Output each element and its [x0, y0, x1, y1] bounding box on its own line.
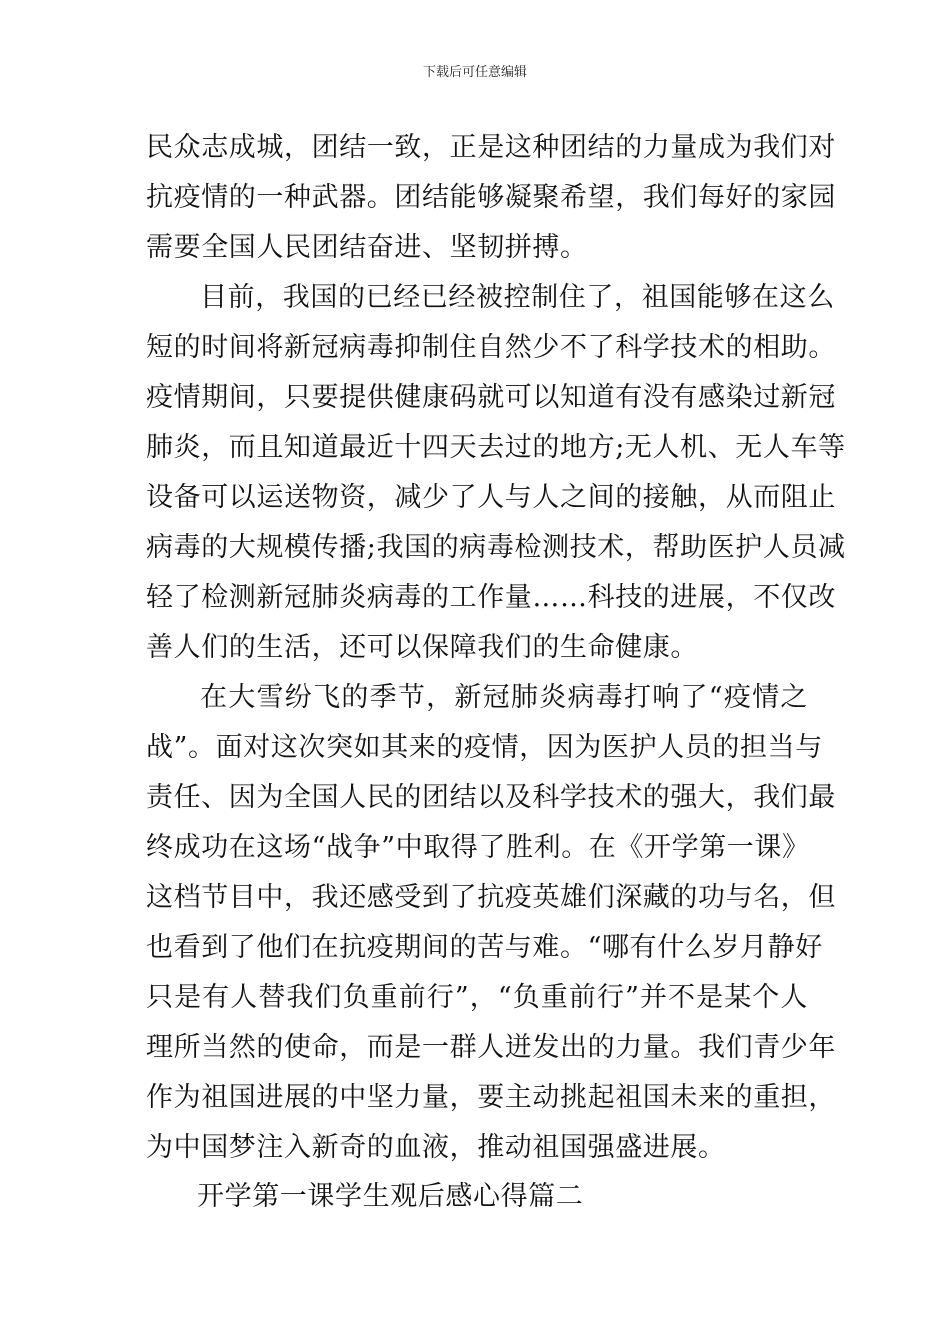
text-line: 轻了检测新冠肺炎病毒的工作量……科技的进展，不仅改 [146, 582, 836, 613]
text-line: 民众志成城，团结一致，正是这种团结的力量成为我们对 [146, 132, 836, 163]
section-title: 开学第一课学生观后感心得篇二 [197, 1181, 584, 1212]
text-line: 肺炎，而且知道最近十四天去过的地方;无人机、无人车等 [146, 432, 846, 463]
paragraph-2 [146, 273, 846, 673]
text-line: 战”。面对这次突如其来的疫情，因为医护人员的担当与 [146, 732, 823, 763]
paragraph-1 [146, 123, 836, 273]
text-line: 需要全国人民团结奋进、坚韧拼搏。 [146, 232, 588, 263]
text-line: 责任、因为全国人民的团结以及科学技术的强大，我们最 [146, 782, 836, 813]
text-line: 病毒的大规模传播;我国的病毒检测技术，帮助医护人员减 [146, 532, 846, 563]
page-header: 下载后可任意编辑 [422, 65, 527, 80]
text-line: 这档节目中，我还感受到了抗疫英雄们深藏的功与名，但 [146, 882, 836, 913]
text-line: 善人们的生活，还可以保障我们的生命健康。 [146, 632, 698, 663]
text-line: 只是有人替我们负重前行”，“负重前行”并不是某个人 [146, 982, 808, 1013]
text-line: 疫情期间，只要提供健康码就可以知道有没有感染过新冠 [146, 382, 836, 413]
text-line: 短的时间将新冠病毒抑制住自然少不了科学技术的相助。 [146, 332, 836, 363]
text-line: 作为祖国进展的中坚力量，要主动挑起祖国未来的重担， [146, 1082, 836, 1113]
document-body [146, 123, 846, 1173]
text-line: 为中国梦注入新奇的血液，推动祖国强盛进展。 [146, 1132, 726, 1163]
text-line: 在大雪纷飞的季节，新冠肺炎病毒打响了“疫情之 [200, 682, 808, 713]
text-line: 终成功在这场“战争”中取得了胜利。在《开学第一课》 [146, 832, 810, 863]
text-line: 设备可以运送物资，减少了人与人之间的接触，从而阻止 [146, 482, 836, 513]
paragraph-3 [146, 673, 836, 1173]
text-line: 理所当然的使命，而是一群人迸发出的力量。我们青少年 [146, 1032, 836, 1063]
text-line: 抗疫情的一种武器。团结能够凝聚希望，我们每好的家园 [146, 182, 836, 213]
text-line: 目前，我国的已经已经被控制住了，祖国能够在这么 [200, 282, 835, 313]
text-line: 也看到了他们在抗疫期间的苦与难。“哪有什么岁月静好 [146, 932, 823, 963]
